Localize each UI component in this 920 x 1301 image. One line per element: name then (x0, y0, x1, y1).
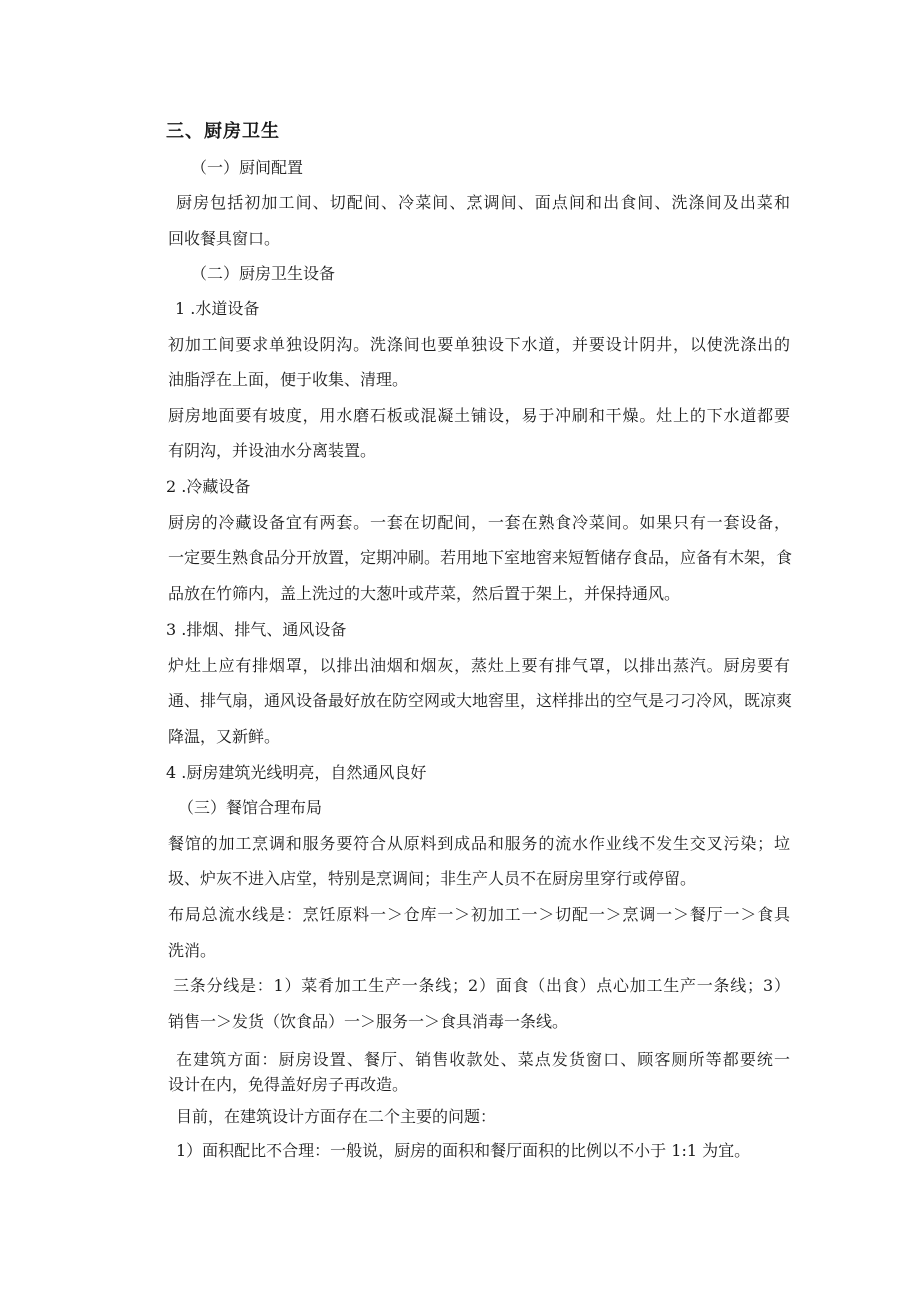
subsection-3-paragraph-b-line-1: 布局总流水线是：烹饪原料一＞仓库一＞初加工一＞切配一＞烹调一＞餐厅一＞食具 (168, 905, 790, 924)
subsection-3-paragraph-b-line-2: 洗消。 (168, 941, 217, 960)
subsection-1-paragraph-line-1: 厨房包括初加工间、切配间、冷菜间、烹调间、面点间和出食间、洗涤间及出菜和 (176, 193, 790, 212)
section-title: 三、厨房卫生 (166, 121, 280, 142)
subsection-3-paragraph-c-line-1: 三条分线是：1）菜肴加工生产一条线；2）面食（出食）点心加工生产一条线；3） (173, 976, 790, 995)
item-1-title: 1 .水道设备 (175, 299, 260, 318)
item-3-paragraph-line-3: 降温，又新鲜。 (168, 727, 281, 746)
subsection-1-paragraph-line-2: 回收餐具窗口。 (168, 229, 281, 248)
subsection-3-paragraph-d-line-1: 在建筑方面：厨房设置、餐厅、销售收款处、菜点发货窗口、顾客厕所等都要统一 (176, 1050, 790, 1069)
item-4-title: 4 .厨房建筑光线明亮，自然通风良好 (166, 763, 427, 782)
subsection-2-title: （二）厨房卫生设备 (191, 264, 336, 283)
item-2-paragraph-line-1: 厨房的冷藏设备宜有两套。一套在切配间，一套在熟食冷菜间。如果只有一套设备， (168, 513, 790, 532)
item-3-paragraph-line-1: 炉灶上应有排烟罩，以排出油烟和烟灰，蒸灶上要有排气罩，以排出蒸汽。厨房要有 (168, 656, 790, 675)
subsection-3-title: （三）餐馆合理布局 (178, 798, 323, 817)
item-1-paragraph-b-line-2: 有阴沟，并设油水分离装置。 (168, 441, 377, 460)
subsection-3-paragraph-d-line-2: 设计在内，免得盖好房子再改造。 (168, 1075, 409, 1094)
item-1-paragraph-b-line-1: 厨房地面要有坡度，用水磨石板或混凝土铺设，易于冲刷和干燥。灶上的下水道都要 (168, 406, 790, 425)
subsection-3-paragraph-c-line-2: 销售一＞发货（饮食品）一＞服务一＞食具消毒一条线。 (168, 1012, 569, 1031)
subsection-3-paragraph-f: 1）面积配比不合理：一般说，厨房的面积和餐厅面积的比例以不小于 1:1 为宜。 (176, 1141, 751, 1160)
item-1-paragraph-a-line-1: 初加工间要求单独设阴沟。洗涤间也要单独设下水道，并要设计阴井，以使洗涤出的 (168, 335, 790, 354)
subsection-3-paragraph-a-line-2: 圾、炉灰不进入店堂，特别是烹调间；非生产人员不在厨房里穿行或停留。 (168, 869, 697, 888)
subsection-3-paragraph-e: 目前，在建筑设计方面存在二个主要的问题： (176, 1107, 497, 1126)
subsection-3-paragraph-a-line-1: 餐馆的加工烹调和服务要符合从原料到成品和服务的流水作业线不发生交叉污染；垃 (168, 834, 790, 853)
item-3-paragraph-line-2: 通、排气扇，通风设备最好放在防空网或大地窖里，这样排出的空气是刁刁冷风，既凉爽 (168, 691, 793, 710)
subsection-1-title: （一）厨间配置 (191, 158, 304, 177)
item-3-title: 3 .排烟、排气、通风设备 (166, 620, 347, 639)
item-2-paragraph-line-3: 品放在竹筛内，盖上洗过的大葱叶或芹菜，然后置于架上，并保持通风。 (168, 584, 681, 603)
item-2-paragraph-line-2: 一定要生熟食品分开放置，定期冲刷。若用地下室地窖来短暂储存食品，应备有木架，食 (168, 548, 793, 567)
item-1-paragraph-a-line-2: 油脂浮在上面，便于收集、清理。 (168, 370, 409, 389)
item-2-title: 2 .冷藏设备 (166, 477, 251, 496)
